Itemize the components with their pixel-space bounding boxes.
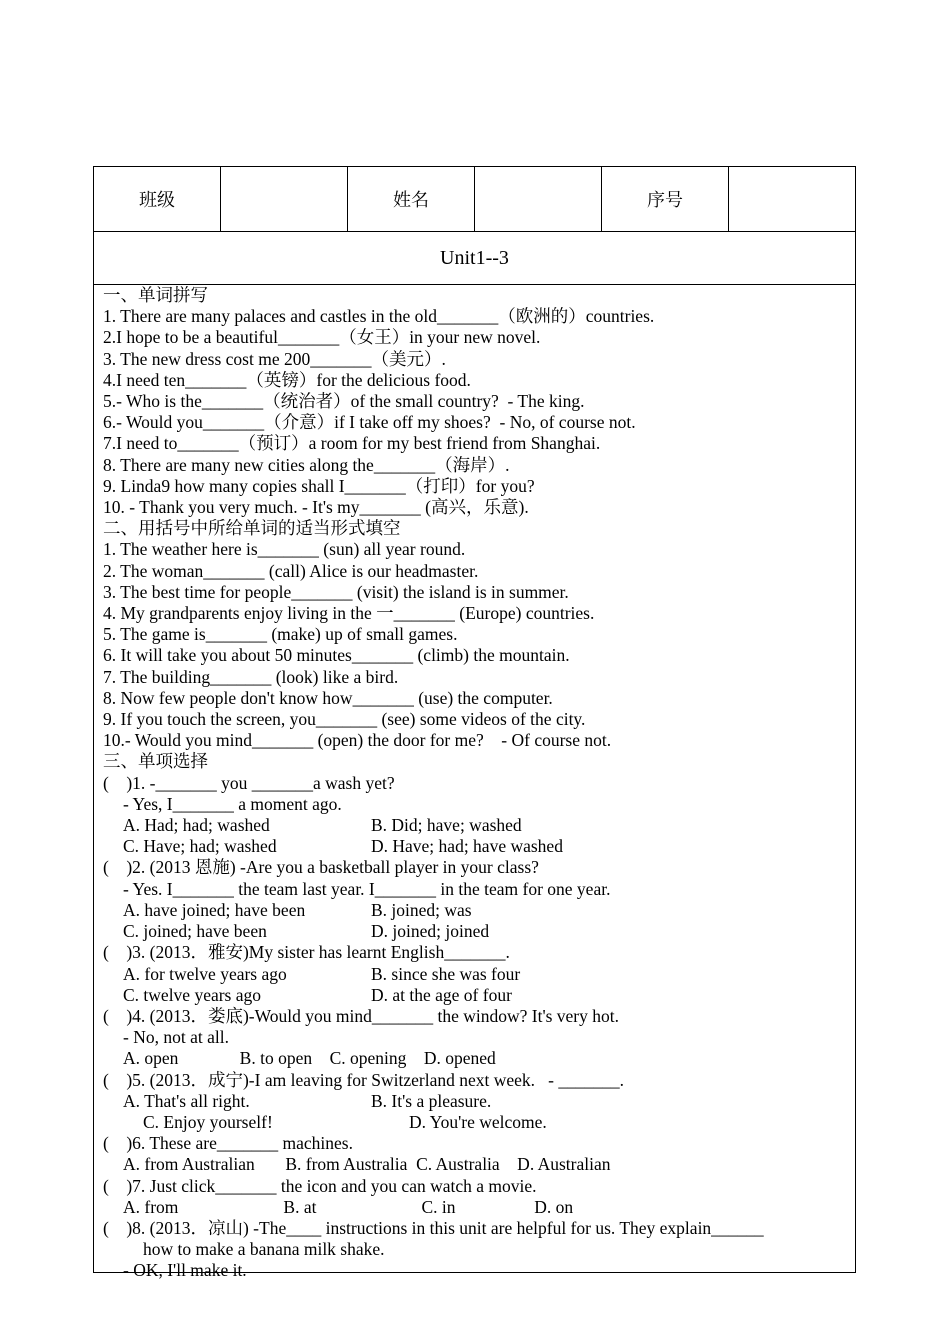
question-2-options-cd [103, 921, 846, 942]
question-3-stem: ( )3. (2013．雅安)My sister has learnt English_______. [103, 942, 510, 963]
question-5-options-cd [103, 1112, 846, 1133]
option-b: B. since she was four [371, 963, 521, 984]
question-1-stem: ( )1. -_______ you _______a wash yet? [103, 772, 395, 793]
question-8-line: how to make a banana milk shake. [143, 1239, 385, 1260]
section2-heading: 二、用括号中所给单词的适当形式填空 [103, 518, 401, 539]
worksheet-table [93, 166, 856, 1281]
section2-item: 1. The weather here is_______ (sun) all year round. [103, 539, 466, 560]
section2-item: 8. Now few people don't know how_______ (use) the computer. [103, 687, 553, 708]
question-2-line: - Yes. I_______ the team last year. I_______ in the team for one year. [123, 878, 611, 899]
option-a: A. have joined; have been [123, 899, 306, 920]
seat-label: 序号 [602, 167, 729, 231]
option-b: B. It's a pleasure. [371, 1090, 492, 1111]
name-field [475, 167, 602, 231]
section2-item: 5. The game is_______ (make) up of small games. [103, 624, 458, 645]
section1-item: 3. The new dress cost me 200_______（美元）. [103, 348, 446, 369]
question-3-options-ab [103, 964, 846, 985]
option-d: D. at the age of four [371, 984, 512, 1005]
option-b: B. joined; was [371, 899, 472, 920]
section1-item: 10. - Thank you very much. - It's my_______ (高兴，乐意). [103, 497, 529, 518]
question-7-stem: ( )7. Just click_______ the icon and you can watch a movie. [103, 1175, 537, 1196]
option-c: C. joined; have been [123, 921, 267, 942]
section1-item: 7.I need to_______（预订）a room for my best friend from Shanghai. [103, 433, 601, 454]
section2-item: 9. If you touch the screen, you_______ (see) some videos of the city. [103, 709, 586, 730]
option-a: A. for twelve years ago [123, 963, 287, 984]
exercise-content [94, 285, 855, 1282]
question-6-options: A. from Australian B. from Australia C. Australia D. Australian [123, 1154, 611, 1175]
question-4-line: - No, not at all. [123, 1027, 229, 1048]
question-5-stem: ( )5. (2013．成宁)-I am leaving for Switzerland next week. - _______. [103, 1069, 624, 1090]
question-3-options-cd [103, 985, 846, 1006]
option-d: D. joined; joined [371, 921, 490, 942]
option-b: B. Did; have; washed [371, 815, 522, 836]
question-8-stem: ( )8. (2013．凉山) -The____ instructions in this unit are helpful for us. They explain______ [103, 1217, 764, 1238]
section2-item: 3. The best time for people_______ (visit) the island is in summer. [103, 581, 569, 602]
section1-heading: 一、单词拼写 [103, 285, 208, 305]
option-d: D. You're welcome. [409, 1111, 547, 1132]
question-5-options-ab [103, 1091, 846, 1112]
question-6-stem: ( )6. These are_______ machines. [103, 1133, 353, 1154]
option-a: A. Had; had; washed [123, 815, 270, 836]
option-a: A. That's all right. [123, 1090, 250, 1111]
question-1-line: - Yes, I_______ a moment ago. [123, 793, 342, 814]
question-2-stem: ( )2. (2013 恩施) -Are you a basketball player in your class? [103, 857, 539, 878]
section1-item: 1. There are many palaces and castles in the old_______（欧洲的）countries. [103, 306, 655, 327]
section1-item: 2.I hope to be a beautiful_______（女王）in your new novel. [103, 327, 541, 348]
class-field [221, 167, 348, 231]
option-c: C. twelve years ago [123, 984, 262, 1005]
section1-item: 8. There are many new cities along the_______（海岸）. [103, 454, 510, 475]
option-c: C. Have; had; washed [123, 836, 277, 857]
option-d: D. Have; had; have washed [371, 836, 563, 857]
section2-item: 2. The woman_______ (call) Alice is our headmaster. [103, 560, 479, 581]
section2-item: 10.- Would you mind_______ (open) the door for me? - Of course not. [103, 730, 612, 751]
option-c: C. Enjoy yourself! [143, 1111, 273, 1132]
section1-item: 5.- Who is the_______（统治者）of the small country? - The king. [103, 391, 585, 412]
class-label: 班级 [94, 167, 221, 231]
section2-item: 4. My grandparents enjoy living in the 一_______ (Europe) countries. [103, 603, 595, 624]
unit-title: Unit1--3 [94, 232, 855, 285]
name-label: 姓名 [348, 167, 475, 231]
section3-heading: 三、单项选择 [103, 751, 208, 772]
header-row [94, 167, 855, 232]
section1-item: 4.I need ten_______（英镑）for the delicious food. [103, 369, 471, 390]
section1-item: 6.- Would you_______（介意）if I take off my shoes? - No, of course not. [103, 412, 636, 433]
question-1-options-cd [103, 836, 846, 857]
seat-field [729, 167, 855, 231]
question-4-options: A. open B. to open C. opening D. opened [123, 1048, 496, 1069]
question-2-options-ab [103, 900, 846, 921]
section2-item: 7. The building_______ (look) like a bird. [103, 666, 399, 687]
question-1-options-ab [103, 815, 846, 836]
question-4-stem: ( )4. (2013．娄底)-Would you mind_______ the window? It's very hot. [103, 1005, 619, 1026]
question-7-options: A. from B. at C. in D. on [123, 1196, 574, 1217]
question-8-reply: - OK, I'll make it. [123, 1260, 247, 1281]
section1-item: 9. Linda9 how many copies shall I_______（打印）for you? [103, 475, 535, 496]
section2-item: 6. It will take you about 50 minutes_______ (climb) the mountain. [103, 645, 570, 666]
